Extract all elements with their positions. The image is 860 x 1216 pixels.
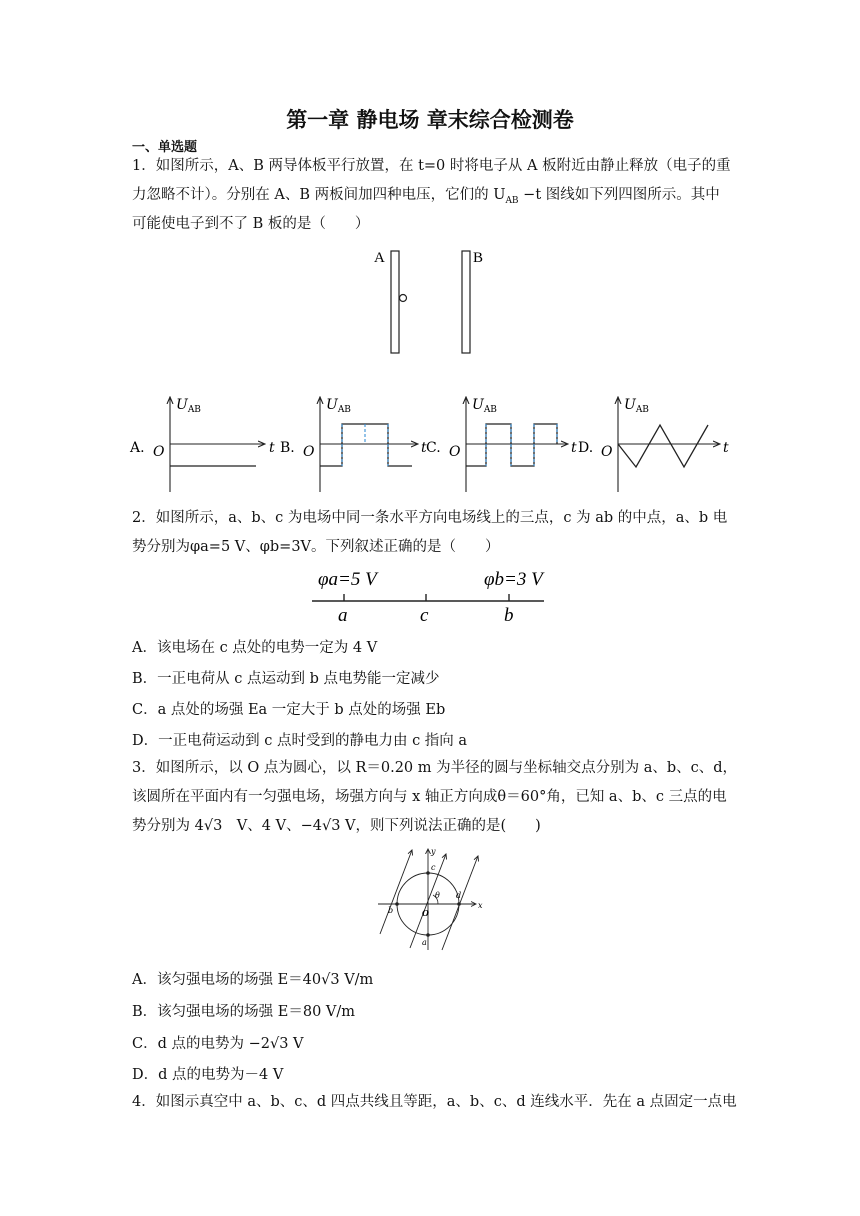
q2-line2: 势分别为φa=5 V、φb=3V。下列叙述正确的是（ ） [132,539,500,555]
plate-a-label: A [374,250,385,266]
d-label: d [456,891,462,900]
graph-a-label: A. [130,440,145,456]
x-axis-label: x [478,901,483,910]
q1-graphs [128,390,733,500]
graph-b-origin: O [303,444,315,460]
point-c-label: c [420,605,429,626]
y-axis-label: y [431,847,436,856]
graph-b-label: B. [280,440,295,456]
q2-option-a: A．该电场在 c 点处的电势一定为 4 V [132,640,378,656]
phi-a-label: φa=5 V [318,569,377,590]
graph-b-u-label: $U_{AB}$ [326,397,351,415]
q3-option-d: D．d 点的电势为－4 V [132,1067,284,1083]
graph-c [426,397,577,492]
q1-line1: 1．如图所示，A、B 两导体板平行放置，在 t=0 时将电子从 A 板附近由静止释放（电子的重 [132,158,731,174]
q3-line3: 势分别为 4√3 V、4 V、−4√3 V，则下列说法正确的是( ) [132,818,541,834]
q2-option-d: D．一正电荷运动到 c 点时受到的静电力由 c 指向 a [132,733,468,749]
graph-d-label: D. [578,440,594,456]
plate-a [391,251,399,353]
graph-d-t-label: t [723,440,729,456]
electron [400,295,407,302]
b-label: b [388,906,394,915]
graph-b [280,397,427,492]
q1-line2-tail: −t 图线如下列四图所示。其中 [518,187,720,203]
graph-b-curve [320,424,412,466]
graph-c-origin: O [449,444,461,460]
plate-b [462,251,470,353]
point-b [395,902,399,906]
q3-option-a: A．该匀强电场的场强 E＝40√3 V/m [132,972,374,988]
graph-a-origin: O [153,444,165,460]
origin-label: O [422,908,429,918]
graph-c-u-label: $U_{AB}$ [472,397,497,415]
graph-c-label: C. [426,440,441,456]
q2-option-c: C．a 点处的场强 Ea 一定大于 b 点处的场强 Eb [132,702,446,718]
q3-option-b: B．该匀强电场的场强 E＝80 V/m [132,1004,356,1020]
q1-line2 [132,185,720,211]
graph-d-u-label: $U_{AB}$ [624,397,649,415]
q1-line3: 可能使电子到不了 B 板的是（ ） [132,216,370,232]
c-label: c [431,863,436,872]
q3-circle-figure [372,846,490,954]
graph-c-t-label: t [571,440,577,456]
q1-line2-text: 力忽略不计）。分别在 A、B 两板间加四种电压，它们的 U [132,187,506,203]
graph-b-t-label: t [421,440,427,456]
graph-a [129,397,275,492]
q3-option-c: C．d 点的电势为 −2√3 V [132,1036,304,1052]
q1-line2-sub: AB [505,195,519,206]
page-title: 第一章 静电场 章末综合检测卷 [286,108,574,132]
q2-field-line-figure [310,565,550,627]
q2-line1: 2．如图所示，a、b、c 为电场中同一条水平方向电场线上的三点，c 为 ab 的中点，a、b 电 [132,510,728,526]
section-heading: 一、单选题 [132,140,198,155]
point-a-label: a [338,605,348,626]
graph-d-curve [618,425,708,467]
q1-plates-figure [360,245,500,360]
field-line-1 [380,850,412,934]
point-a [426,933,430,937]
q3-line2: 该圆所在平面内有一匀强电场，场强方向与 x 轴正方向成θ＝60°角，已知 a、b、c 三点的电 [132,789,727,805]
theta-label: θ [435,891,440,900]
graph-d [578,397,729,492]
q3-line1: 3．如图所示，以 O 点为圆心，以 R＝0.20 m 为半径的圆与坐标轴交点分别为 a、b、c、d， [132,760,738,776]
graph-a-t-label: t [269,440,275,456]
a-label: a [422,938,427,947]
point-c [426,871,430,875]
plate-b-label: B [473,250,484,266]
graph-a-u-label: $U_{AB}$ [176,397,201,415]
point-d [457,902,461,906]
phi-b-label: φb=3 V [484,569,543,590]
graph-d-origin: O [601,444,613,460]
point-b-label: b [504,605,514,626]
q2-option-b: B．一正电荷从 c 点运动到 b 点电势能一定减少 [132,671,440,687]
q4-line1: 4．如图示真空中 a、b、c、d 四点共线且等距，a、b、c、d 连线水平．先在 a 点固定一点电 [132,1094,737,1110]
